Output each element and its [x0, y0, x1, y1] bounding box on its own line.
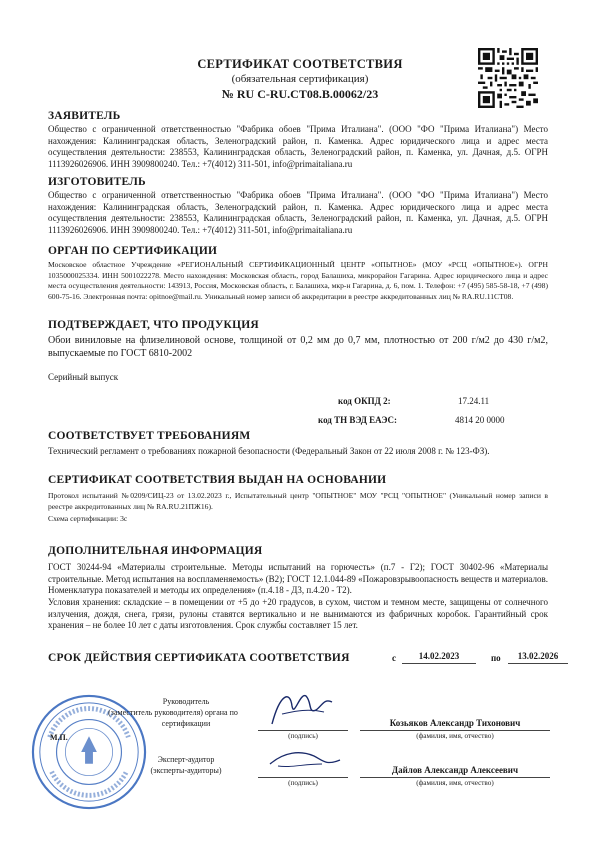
head-sign-line: [258, 730, 348, 731]
okpd-label: код ОКПД 2:: [338, 396, 391, 406]
certificate-subtitle: (обязательная сертификация): [231, 73, 369, 85]
additional-heading: ДОПОЛНИТЕЛЬНАЯ ИНФОРМАЦИЯ: [48, 545, 263, 557]
certification-scheme: Схема сертификации: 3с: [48, 514, 128, 523]
certificate-title: СЕРТИФИКАТ СООТВЕТСТВИЯ: [197, 57, 403, 71]
head-signature-icon: [262, 684, 342, 732]
validity-from-label: с: [392, 653, 396, 663]
head-name-line: [360, 730, 550, 731]
expert-name-line: [360, 777, 550, 778]
qr-code-icon: [478, 48, 538, 108]
expert-name-hint: (фамилия, имя, отчество): [416, 779, 494, 787]
mp-label: М.П.: [50, 733, 68, 742]
requirements-heading: СООТВЕТСТВУЕТ ТРЕБОВАНИЯМ: [48, 430, 251, 442]
applicant-heading: ЗАЯВИТЕЛЬ: [48, 110, 121, 122]
head-label-2: (заместитель руководителя) органа по: [108, 708, 238, 717]
expert-sign-hint: (подпись): [288, 779, 318, 787]
expert-signature-icon: [264, 742, 348, 778]
additional-text: ГОСТ 30244-94 «Материалы строительные. Методы испытаний на горючесть» (п.7 - Г2); ГОСТ 30402-96 «Материалы строительные. Метод испытания на воспламеняемость» (В2); ГОСТ 12.1.044-89 «Пожаровзрывоопасность веществ и материалов. Номенклатура показателей и методы их определения» (п.4.18 - Д3, п.4.20 - Т2).: [48, 562, 548, 595]
product-text: Обои виниловые на флизелиновой основе, толщиной от 0,2 мм до 0,7 мм, плотностью от 200 г/м2 до 430 г/м2, выпускаемые по ГОСТ 6810-2002: [48, 335, 548, 359]
to-date-line: [508, 663, 568, 664]
expert-name: Дайлов Александр Алексеевич: [391, 765, 519, 775]
product-heading: ПОДТВЕРЖДАЕТ, ЧТО ПРОДУКЦИЯ: [48, 319, 259, 331]
expert-sign-line: [258, 777, 348, 778]
expert-label-1: Эксперт-аудитор: [157, 755, 215, 764]
certification-body-heading: ОРГАН ПО СЕРТИФИКАЦИИ: [48, 245, 218, 257]
okpd-value: 17.24.11: [458, 396, 490, 406]
basis-heading: СЕРТИФИКАТ СООТВЕТСТВИЯ ВЫДАН НА ОСНОВАНИИ: [48, 474, 387, 486]
validity-to-label: по: [491, 653, 501, 663]
certificate-number: № RU C-RU.СТ08.В.00062/23: [221, 87, 379, 101]
tnved-label: код ТН ВЭД ЕАЭС:: [318, 415, 398, 425]
manufacturer-text: Общество с ограниченной ответственностью "Фабрика обоев "Прима Италиана". (ООО "ФО "Прима Италиана") Место нахождения: Калининградская область, Зеленоградский район, п. Каменка. Адрес юридического лица и адрес места осуществления деятельности: 238553, Калининградская область, Зеленоградский район, п. Каменка, ул. Дачная, д.5. ОГРН 1113926026906. ИНН 3909800240. Тел.: +7(4012) 311-501, info@primaitaliana.ru: [48, 190, 548, 235]
head-label-1: Руководитель: [162, 697, 210, 706]
requirements-text: Технический регламент о требованиях пожарной безопасности (Федеральный Закон от 22 июля 2008 г. № 123-ФЗ).: [48, 446, 490, 456]
head-label-3: сертификации: [161, 719, 211, 728]
serial-release: Серийный выпуск: [48, 372, 119, 382]
validity-to-date: 13.02.2026: [517, 651, 559, 661]
head-name: Козьяков Александр Тихонович: [389, 718, 521, 728]
validity-heading: СРОК ДЕЙСТВИЯ СЕРТИФИКАТА СООТВЕТСТВИЯ: [48, 652, 350, 664]
basis-text: Протокол испытаний №0209/СИЦ-23 от 13.02.2023 г., Испытательный центр "ОПЫТНОЕ" МОУ "РСЦ "ОПЫТНОЕ" (Уникальный номер записи в реестре аккредитованных лиц № RA.RU.21ПЖ16).: [48, 491, 548, 511]
head-name-hint: (фамилия, имя, отчество): [416, 732, 494, 740]
storage-text: Условия хранения: складские – в помещении от +5 до +20 градусов, в сухом, чистом и темном месте, защищены от солнечного излучения, дождя, снега, грязи, рулоны ставятся вертикально и не вынимаются из фабричных коробок. Гарантийный срок хранения – не более 10 лет с даты изготовления. Срок службы составляет 15 лет.: [48, 597, 548, 630]
tnved-value: 4814 20 0000: [455, 415, 505, 425]
from-date-line: [402, 663, 476, 664]
head-sign-hint: (подпись): [288, 732, 318, 740]
applicant-text: Общество с ограниченной ответственностью "Фабрика обоев "Прима Италиана". (ООО "ФО "Прима Италиана") Место нахождения: Калининградская область, Зеленоградский район, п. Каменка. Адрес юридического лица и адрес места осуществления деятельности: 238553, Калининградская область, Зеленоградский район, п. Каменка, ул. Дачная, д.5. ОГРН 1113926026906. ИНН 3909800240. Тел.: +7(4012) 311-501, info@primaitaliana.ru: [48, 124, 548, 169]
certification-body-text: Московское областное Учреждение «РЕГИОНАЛЬНЫЙ СЕРТИФИКАЦИОННЫЙ ЦЕНТР «ОПЫТНОЕ» (МОУ «РСЦ «ОПЫТНОЕ»). ОГРН 1035000025334. ИНН 5001022278. Место нахождения: Московская область, город Балашиха, микрорайон Гагарина. Адрес юридического лица и адрес места осуществления деятельности: 143913, Россия, Московская область, г. Балашиха, мкр-н Гагарина, д. 6, пом. 1. Телефон: +7 (495) 585-58-18, +7 (498) 600-75-16. Электронная почта: opitnoe@mail.ru. Уникальный номер записи об аккредитации в реестре аккредитованных лиц № RA.RU.11СТ08.: [48, 260, 548, 301]
manufacturer-heading: ИЗГОТОВИТЕЛЬ: [48, 176, 146, 188]
expert-label-2: (эксперты-аудиторы): [150, 766, 222, 775]
validity-from-date: 14.02.2023: [418, 651, 460, 661]
